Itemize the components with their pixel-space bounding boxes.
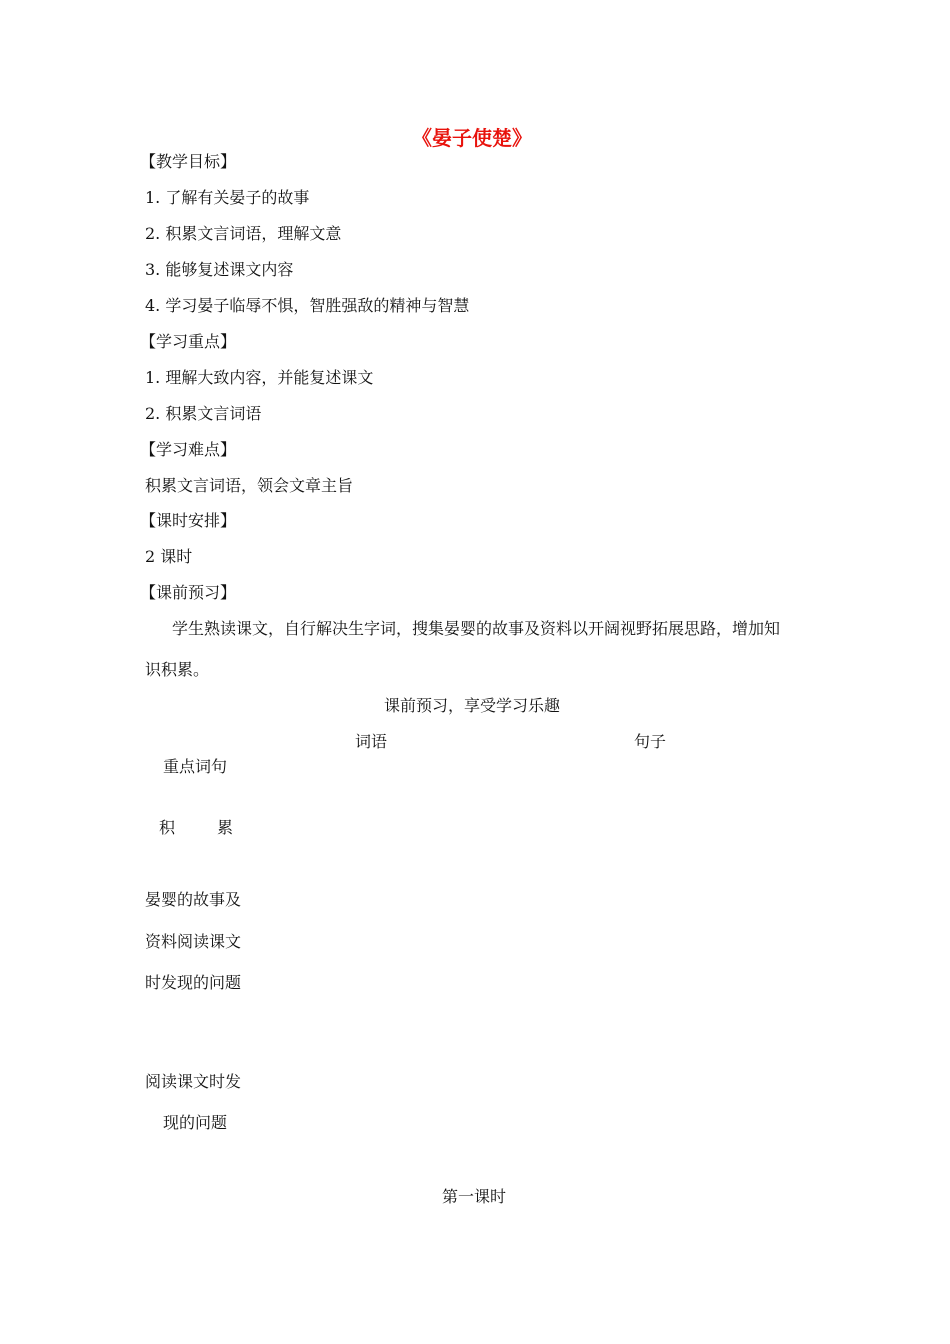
focus-heading: 【学习重点】 [140, 332, 237, 351]
table-row-label-key-phrases: 重点词句 [163, 757, 228, 776]
table-row-label-questions-line: 阅读课文时发 [145, 1072, 242, 1091]
preview-paragraph-line2: 识积累。 [145, 660, 210, 679]
goal-item: 3. 能够复述课文内容 [145, 260, 294, 279]
difficulty-heading: 【学习难点】 [140, 440, 237, 459]
document-title: 《晏子使楚》 [412, 126, 532, 150]
table-row-label-ji: 积 [159, 818, 176, 837]
goal-item: 4. 学习晏子临辱不惧，智胜强敌的精神与智慧 [145, 296, 470, 315]
focus-item: 1. 理解大致内容，并能复述课文 [145, 368, 374, 387]
table-row-label-story-line: 晏婴的故事及 [145, 890, 242, 909]
table-row-label-story-line: 资料阅读课文 [145, 932, 242, 951]
goal-item: 1. 了解有关晏子的故事 [145, 188, 310, 207]
table-row-label-lei: 累 [217, 818, 234, 837]
difficulty-text: 积累文言词语，领会文章主旨 [145, 476, 354, 495]
table-col-sentences: 句子 [634, 732, 667, 751]
table-row-label-story-line: 时发现的问题 [145, 973, 242, 992]
schedule-heading: 【课时安排】 [140, 511, 237, 530]
preview-heading: 【课前预习】 [140, 583, 237, 602]
preview-paragraph-line1: 学生熟读课文，自行解决生字词，搜集晏婴的故事及资料以开阔视野拓展思路，增加知 [172, 619, 781, 638]
schedule-text: 2 课时 [145, 547, 193, 566]
table-row-label-questions-line: 现的问题 [163, 1113, 228, 1132]
section-footer: 第一课时 [442, 1187, 507, 1206]
table-caption: 课前预习，享受学习乐趣 [384, 696, 561, 715]
focus-item: 2. 积累文言词语 [145, 404, 262, 423]
goals-heading: 【教学目标】 [140, 152, 237, 171]
table-col-words: 词语 [355, 732, 388, 751]
goal-item: 2. 积累文言词语，理解文意 [145, 224, 342, 243]
